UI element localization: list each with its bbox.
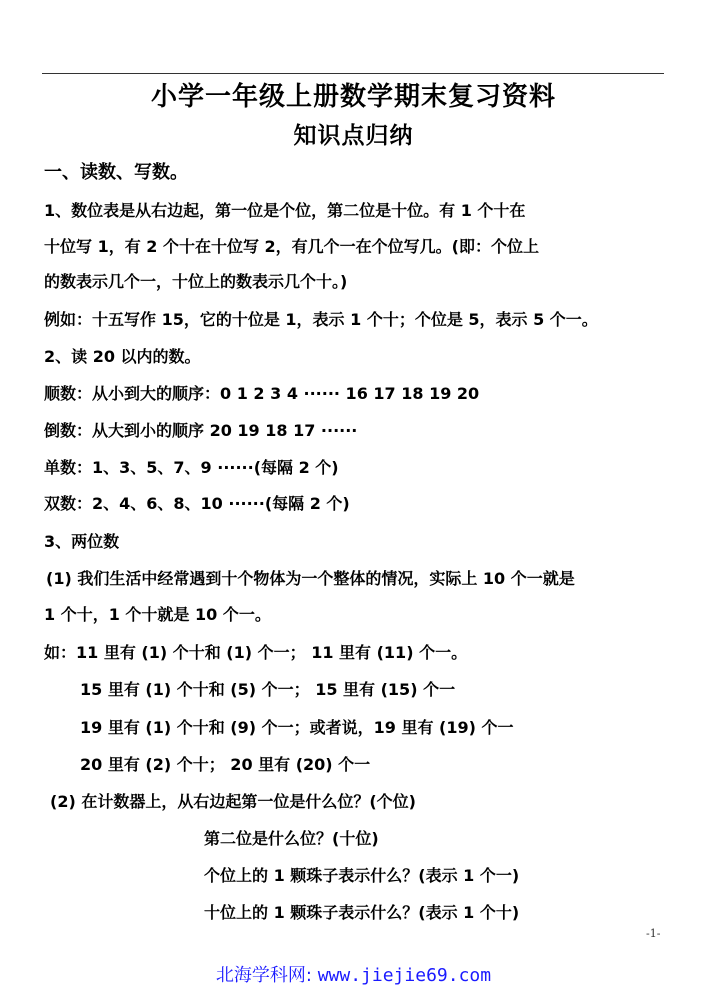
footer-site-name: 北海学科网: (215, 965, 312, 986)
paragraph-line: 倒数：从大到小的顺序 20 19 18 17 ······ (44, 421, 358, 440)
paragraph-line: (1) 我们生活中经常遇到十个物体为一个整体的情况，实际上 10 个一就是 (46, 569, 575, 588)
section-heading-reading-writing: 一、读数、写数。 (44, 162, 188, 183)
question-line: 第二位是什么位？(十位) (204, 829, 379, 848)
example-line: 19 里有 (1) 个十和 (9) 个一；或者说，19 里有 (19) 个一 (80, 718, 514, 737)
paragraph-line: (2) 在计数器上，从右边起第一位是什么位？(个位) (50, 792, 416, 811)
header-rule (42, 73, 664, 74)
page-number: -1- (646, 927, 661, 940)
question-line: 个位上的 1 颗珠子表示什么？(表示 1 个一) (204, 866, 520, 885)
footer-url-link[interactable]: www.jiejie69.com (317, 965, 492, 986)
document-title: 小学一年级上册数学期末复习资料 (150, 82, 556, 112)
paragraph-line: 顺数：从小到大的顺序：0 1 2 3 4 ······ 16 17 18 19 20 (44, 384, 480, 403)
paragraph-line: 十位写 1，有 2 个十在十位写 2，有几个一在个位写几。(即：个位上 (44, 237, 539, 256)
document-subtitle: 知识点归纳 (293, 123, 414, 149)
paragraph-line: 1 个十，1 个十就是 10 个一。 (44, 605, 271, 624)
paragraph-line: 1、数位表是从右边起，第一位是个位，第二位是十位。有 1 个十在 (44, 201, 526, 220)
paragraph-line: 的数表示几个一，十位上的数表示几个十。) (44, 272, 348, 291)
subheading-two-digit-numbers: 3、两位数 (44, 532, 120, 551)
subheading-read-numbers: 2、读 20 以内的数。 (44, 347, 201, 366)
example-line: 15 里有 (1) 个十和 (5) 个一； 15 里有 (15) 个一 (80, 680, 456, 699)
example-line: 如：11 里有 (1) 个十和 (1) 个一； 11 里有 (11) 个一。 (44, 643, 468, 662)
paragraph-line: 双数：2、4、6、8、10 ······(每隔 2 个) (44, 494, 350, 513)
question-line: 十位上的 1 颗珠子表示什么？(表示 1 个十) (204, 903, 520, 922)
paragraph-line: 例如：十五写作 15，它的十位是 1，表示 1 个十；个位是 5，表示 5 个一。 (44, 310, 598, 329)
paragraph-line: 单数：1、3、5、7、9 ······(每隔 2 个) (44, 458, 339, 477)
footer-banner (0, 963, 707, 989)
example-line: 20 里有 (2) 个十； 20 里有 (20) 个一 (80, 755, 371, 774)
